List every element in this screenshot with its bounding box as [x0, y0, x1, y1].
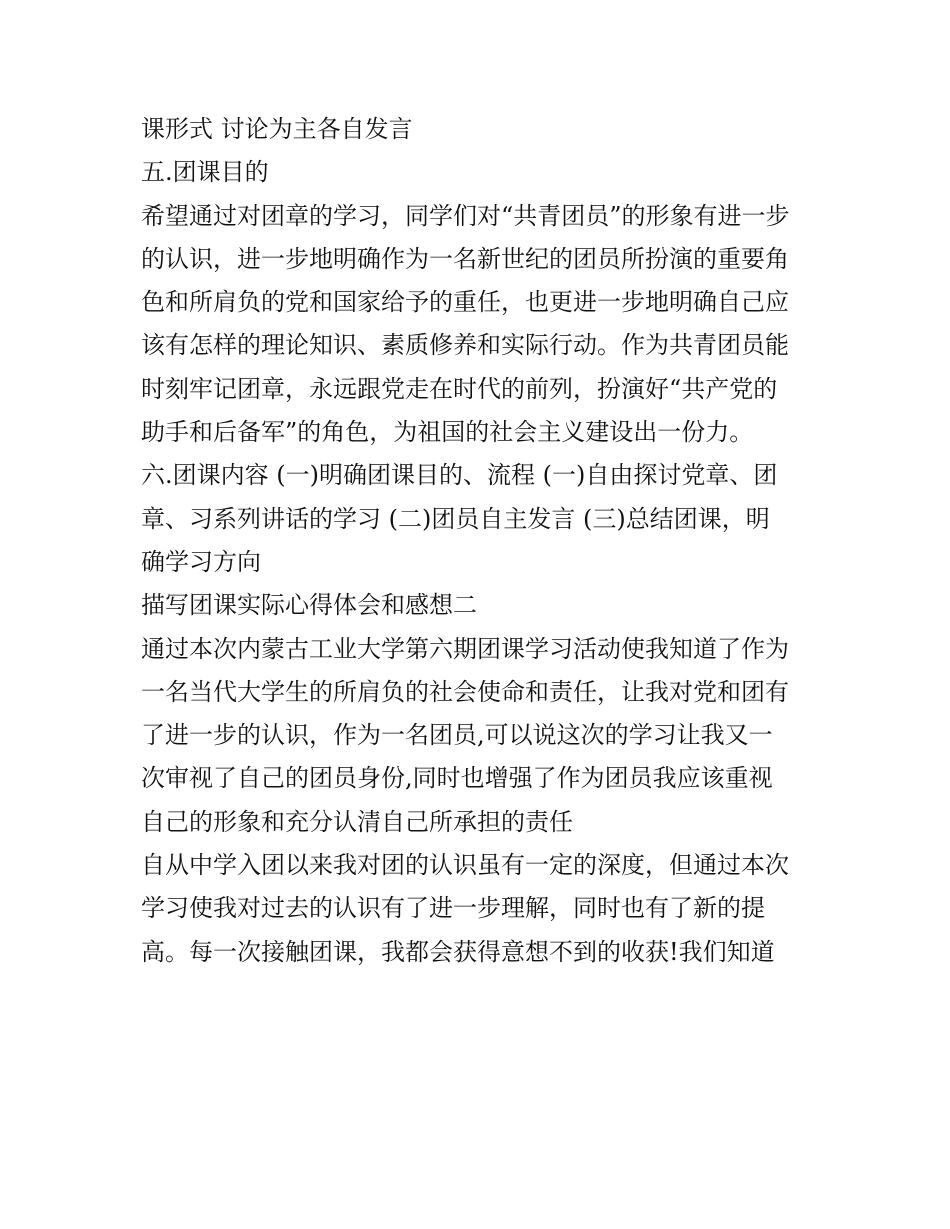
- document-body: [141, 108, 821, 974]
- text-line: 的认识，进一步地明确作为一名新世纪的团员所扮演的重要角: [141, 244, 789, 273]
- text-line: 助手和后备军”的角色，为祖国的社会主义建设出一份力。: [141, 418, 754, 447]
- text-line: 课形式 讨论为主各自发言: [141, 115, 413, 143]
- text-line: 该有怎样的理论知识、素质修养和实际行动。作为共青团员能: [141, 331, 789, 360]
- text-line: 通过本次内蒙古工业大学第六期团课学习活动使我知道了作为: [141, 634, 789, 663]
- section-heading: 描写团课实际心得体会和感想二: [141, 591, 477, 620]
- text-line: 自从中学入团以来我对团的认识虽有一定的深度，但通过本次: [141, 851, 789, 880]
- text-line: 六.团课内容 (一)明确团课目的、流程 (一)自由探讨党章、团: [141, 461, 778, 490]
- text-line: 确学习方向: [141, 547, 261, 576]
- text-line: 时刻牢记团章，永远跟党走在时代的前列，扮演好“共产党的: [141, 374, 778, 403]
- text-line: 次审视了自己的团员身份,同时也增强了作为团员我应该重视: [141, 764, 773, 793]
- text-line: 自己的形象和充分认清自己所承担的责任: [141, 807, 573, 836]
- text-line: 高。每一次接触团课，我都会获得意想不到的收获!我们知道: [141, 937, 775, 966]
- text-line: 一名当代大学生的所肩负的社会使命和责任，让我对党和团有: [141, 677, 789, 706]
- section-heading: 五.团课目的: [141, 158, 269, 187]
- text-line: 学习使我对过去的认识有了进一步理解，同时也有了新的提: [141, 894, 765, 923]
- text-line: 章、习系列讲话的学习 (二)团员自主发言 (三)总结团课，明: [141, 504, 770, 533]
- text-line: 色和所肩负的党和国家给予的重任，也更进一步地明确自己应: [141, 288, 789, 317]
- text-line: 了进一步的认识，作为一名团员,可以说这次的学习让我又一: [141, 721, 773, 750]
- text-line: 希望通过对团章的学习，同学们对“共青团员”的形象有进一步: [141, 201, 790, 230]
